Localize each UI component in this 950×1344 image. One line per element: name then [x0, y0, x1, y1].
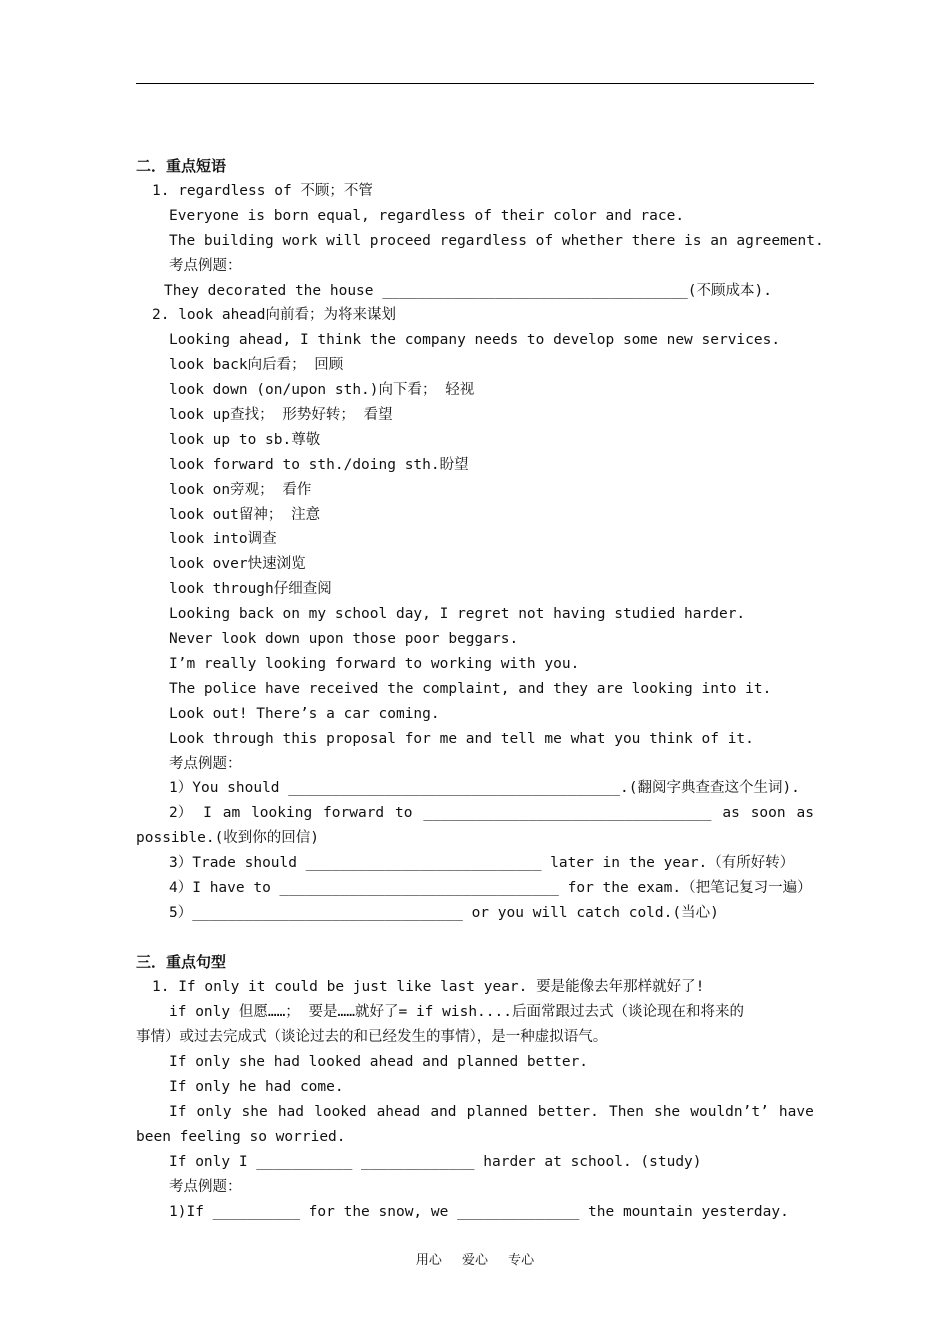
q-word: am [222, 805, 241, 821]
q-word: planned [466, 1104, 528, 1120]
q-word: 2） [169, 805, 193, 821]
q-word: and [430, 1104, 457, 1120]
example-sentence: The building work will proceed regardless of whether there is an agreement. [169, 233, 824, 249]
q-word: Then [608, 1104, 644, 1120]
q-word: as [796, 805, 814, 821]
example-sentence: The police have received the complaint, and they are looking into it. [169, 681, 772, 697]
phrase-line: look into调查 [169, 531, 277, 547]
example-sentence: Never look down upon those poor beggars. [169, 631, 519, 647]
explanation: 事情）或过去完成式（谈论过去的和已经发生的事情），是一种虚拟语气。 [136, 1029, 608, 1045]
footer-text: 爱心 [461, 1253, 488, 1268]
example-sentence: Looking ahead, I think the company needs to develop some new services. [169, 332, 781, 348]
phrase-line: look up查找； 形势好转； 看望 [169, 407, 393, 423]
phrase-line: look out留神； 注意 [169, 507, 321, 523]
exam-label: 考点例题： [169, 1179, 242, 1195]
exam-question-cont: possible.(收到你的回信) [136, 830, 320, 846]
q-word: only [196, 1104, 232, 1120]
explanation: if only 但愿……； 要是……就好了= if wish....后面常跟过去式（谈论现在和将来的 [169, 1004, 744, 1020]
q-word: wouldn’t’ [690, 1104, 769, 1120]
example-sentence: Look out! There’s a car coming. [169, 706, 440, 722]
exam-label: 考点例题： [169, 258, 242, 274]
exam-question: 4）I have to ________________________________ for the exam.（把笔记复习一遍） [169, 880, 812, 896]
phrase-line: look down (on/upon sth.)向下看； 轻视 [169, 382, 475, 398]
q-word: to [395, 805, 413, 821]
exam-question: They decorated the house ___________________________________(不顾成本). [164, 283, 772, 299]
footer-text: 专心 [508, 1253, 535, 1268]
exam-label: 考点例题： [169, 756, 242, 772]
section-heading: 二．重点短语 [136, 157, 227, 175]
q-word: looking [251, 805, 313, 821]
exam-question: 1）You should ______________________________________.(翻阅字典查查这个生词). [169, 780, 800, 796]
exam-question [169, 804, 814, 822]
header-rule [136, 83, 814, 84]
exam-question: 1)If __________ for the snow, we ______________ the mountain yesterday. [169, 1204, 789, 1220]
exam-question: 5）_______________________________ or you will catch cold.(当心) [169, 905, 719, 921]
item-title: 1. If only it could be just like last year. 要是能像去年那样就好了! [152, 979, 705, 995]
example-sentence [169, 1103, 814, 1121]
q-word: have [778, 1104, 814, 1120]
exam-question: If only I ___________ _____________ harder at school. (study) [169, 1154, 702, 1170]
example-sentence: Looking back on my school day, I regret not having studied harder. [169, 606, 746, 622]
q-word: forward [323, 805, 385, 821]
q-word: as [722, 805, 740, 821]
q-word: had [277, 1104, 305, 1120]
q-word: soon [750, 805, 786, 821]
item-title: 2. look ahead向前看；为将来谋划 [152, 307, 396, 323]
section-heading: 三．重点句型 [136, 953, 227, 971]
phrase-line: look through仔细查阅 [169, 581, 332, 597]
phrase-line: look over快速浏览 [169, 556, 306, 572]
q-word: ahead [376, 1104, 421, 1120]
example-sentence: If only she had looked ahead and planned better. [169, 1054, 589, 1070]
q-word: If [169, 1104, 187, 1120]
q-word: she [653, 1104, 681, 1120]
phrase-line: look up to sb.尊敬 [169, 432, 321, 448]
example-sentence-cont: been feeling so worried. [136, 1129, 346, 1145]
item-title: 1. regardless of 不顾；不管 [152, 183, 373, 199]
example-sentence: If only he had come. [169, 1079, 344, 1095]
phrase-line: look on旁观； 看作 [169, 482, 312, 498]
q-word: looked [314, 1104, 367, 1120]
page-footer [0, 1249, 950, 1268]
q-word: better. [537, 1104, 599, 1120]
phrase-line: look forward to sth./doing sth.盼望 [169, 457, 469, 473]
q-word: she [241, 1104, 268, 1120]
answer-blank: _________________________________ [423, 805, 712, 821]
footer-text: 用心 [415, 1253, 442, 1268]
q-word: I [203, 805, 212, 821]
exam-question: 3）Trade should ___________________________ later in the year.（有所好转） [169, 855, 795, 871]
phrase-line: look back向后看； 回顾 [169, 357, 344, 373]
example-sentence: Look through this proposal for me and tell me what you think of it. [169, 731, 754, 747]
example-sentence: Everyone is born equal, regardless of their color and race. [169, 208, 685, 224]
example-sentence: I’m really looking forward to working with you. [169, 656, 580, 672]
